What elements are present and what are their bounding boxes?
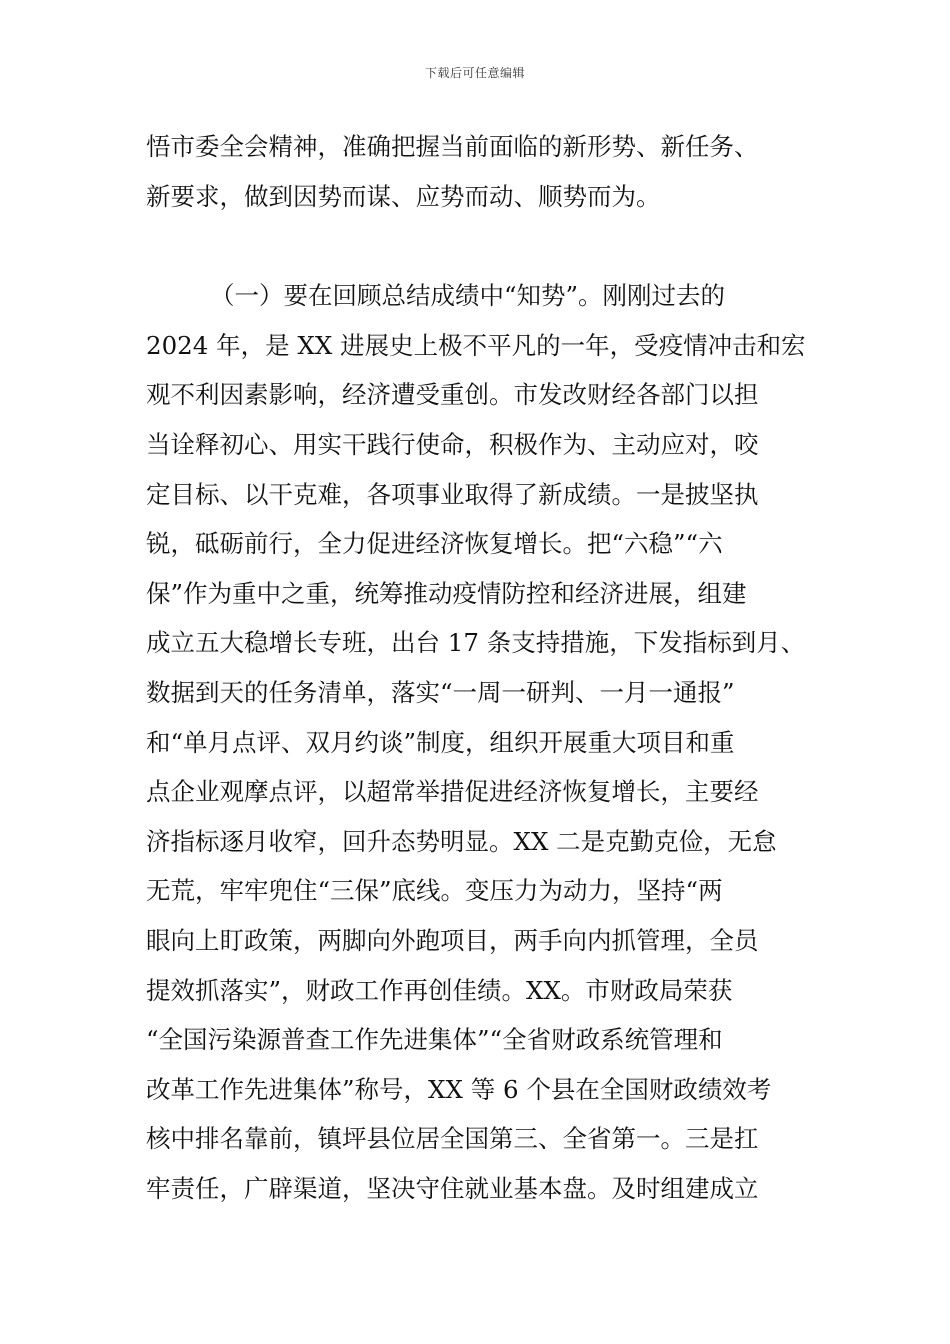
- paragraph-line: 牢责任，广辟渠道，坚决守住就业基本盘。及时组建成立: [146, 1173, 759, 1203]
- paragraph-line: 点企业观摩点评，以超常举措促进经济恢复增长，主要经: [146, 777, 759, 807]
- paragraph-line: 成立五大稳增长专班，出台 17 条支持措施，下发指标到月、: [146, 628, 806, 658]
- paragraph-1: [146, 122, 826, 221]
- paragraph-line: 核中排名靠前，镇坪县位居全国第三、全省第一。三是扛: [146, 1124, 759, 1154]
- paragraph-line: 当诠释初心、用实干践行使命，积极作为、主动应对，咬: [146, 429, 759, 459]
- paragraph-line: 提效抓落实”，财政工作再创佳绩。XX。市财政局荣获: [146, 975, 733, 1005]
- paragraph-line: 锐，砥砺前行，全力促进经济恢复增长。把“六稳”“六: [146, 529, 723, 559]
- paragraph-line: 眼向上盯政策，两脚向外跑项目，两手向内抓管理，全员: [146, 925, 759, 955]
- paragraph-line: 定目标、以干克难，各项事业取得了新成绩。一是披坚执: [146, 479, 759, 509]
- document-body: [146, 122, 826, 1213]
- paragraph-line: 数据到天的任务清单，落实“一周一研判、一月一通报”: [146, 677, 735, 707]
- paragraph-line: 和“单月点评、双月约谈”制度，组织开展重大项目和重: [146, 727, 735, 757]
- paragraph-2: [146, 271, 826, 1213]
- paragraph-line: 观不利因素影响，经济遭受重创。市发改财经各部门以担: [146, 380, 759, 410]
- paragraph-line: 悟市委全会精神，准确把握当前面临的新形势、新任务、: [146, 132, 759, 161]
- paragraph-line: “全国污染源普查工作先进集体”“全省财政系统管理和: [146, 1025, 723, 1055]
- paragraph-line: 济指标逐月收窄，回升态势明显。XX 二是克勤克俭，无怠: [146, 826, 777, 856]
- paragraph-line: 2024 年，是 XX 进展史上极不平凡的一年，受疫情冲击和宏: [146, 330, 806, 360]
- page-header: 下载后可任意编辑: [424, 66, 525, 80]
- paragraph-line: 保”作为重中之重，统筹推动疫情防控和经济进展，组建: [146, 578, 747, 608]
- paragraph-first-line: （一）要在回顾总结成绩中“知势”。刚刚过去的: [210, 281, 726, 311]
- paragraph-line: 无荒，牢牢兜住“三保”底线。变压力为动力，坚持“两: [146, 876, 723, 906]
- paragraph-line: 新要求，做到因势而谋、应势而动、顺势而为。: [146, 181, 661, 211]
- paragraph-spacer: [146, 221, 826, 271]
- paragraph-line: 改革工作先进集体”称号，XX 等 6 个县在全国财政绩效考: [146, 1074, 772, 1104]
